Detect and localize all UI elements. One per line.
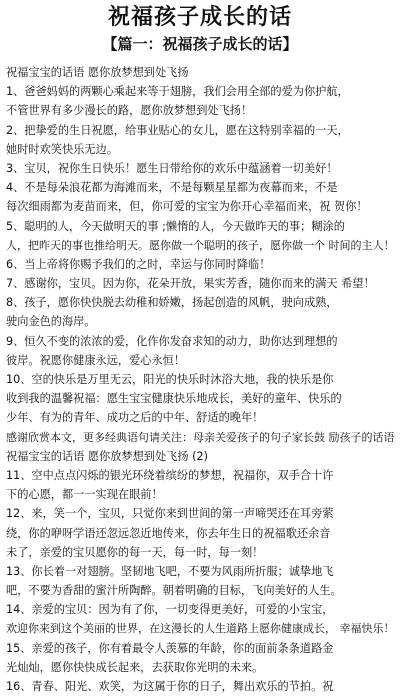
text-line: 1、爸爸妈妈的两颗心乘起来等于翅膀，我们会用全部的爱为你护航， xyxy=(6,85,349,99)
text-line: 5、聪明的人，今天做明天的事 ;懒惰的人，今天做昨天的事；糊涂的 xyxy=(6,219,345,233)
text-line: 收到我的温馨祝福：愿生宝宝健康快乐地成长，美好的童年、快乐的 xyxy=(6,392,342,406)
text-line: 2、把挚爱的生日祝愿，给事业贴心的女儿，愿在这特别幸福的一天， xyxy=(6,123,349,137)
text-line: 驶向金色的海岸。 xyxy=(6,315,96,329)
text-line: 祝福宝宝的话语 愿你放梦想到处飞扬 xyxy=(6,66,189,79)
text-line: 祝福宝宝的话语 愿你放梦想到处飞扬 (2) xyxy=(6,449,208,463)
text-line: 7、感谢你，宝贝。因为你，花朵开放，果实芳香，随你而来的满天 希望！ xyxy=(6,277,375,291)
text-line: 彼岸。祝愿你健康永远，爱心永恒！ xyxy=(6,353,186,367)
text-line: 12、来，笑一个，宝贝，只觉你来到世间的第一声啼哭还在耳旁萦 xyxy=(6,507,334,521)
text-line: 14、亲爱的宝贝：因为有了你，一切变得更美好，可爱的小宝宝， xyxy=(6,603,334,617)
text-line: 光灿灿，愿你快快成长起来，去获取你光明的未来。 xyxy=(6,660,264,674)
text-line: 13、你长着一对翅膀。坚韧地飞吧，不要为风雨所折服；诚挚地飞 xyxy=(6,564,334,578)
text-line: 9、恒久不变的浓浓的爱，化作你发奋求知的动力，助你达到理想的 xyxy=(6,334,338,348)
text-line: 她时时欢笑快乐无边。 xyxy=(6,142,118,156)
text-line: 16、青春、阳光、欢笑，为这属于你的日子，舞出欢乐的节拍。祝 xyxy=(6,680,334,693)
section-heading: 【篇一：祝福孩子成长的话】 xyxy=(102,35,298,53)
text-line: 少年、有为的青年、成功之后的中年、舒适的晚年！ xyxy=(6,411,264,425)
text-line: 吧，不要为香甜的蜜汁所陶醉。朝着明确的目标，飞向美好的人生。 xyxy=(6,584,342,598)
text-line: 4、不是每朵浪花都为海滩而来，不是每颗星星都为夜幕而来，不是 xyxy=(6,181,338,195)
text-line: 11、空中点点闪烁的银光环绕着缤纷的梦想，祝福你，双手合十许 xyxy=(6,468,334,482)
text-line: 不管世界有多少漫长的路，愿你放梦想到处飞扬！ xyxy=(6,104,253,118)
text-line: 10、空的快乐是万里无云，阳光的快乐时沐浴大地，我的快乐是你 xyxy=(6,373,334,386)
text-line: 未了，亲爱的宝贝愿你的每一天，每一时，每一刻！ xyxy=(6,545,264,559)
text-line: 6、当上帝将你赐予我们的之时，幸运与你同时降临！ xyxy=(6,257,271,271)
text-line: 欢迎你来到这个美丽的世界，在这漫长的人生道路上愿你健康成长， 幸福快乐！ xyxy=(6,622,395,636)
text-line: 下的心愿，都一一实现在眼前！ xyxy=(6,488,163,502)
text-line: 绕，你的咿呀学语还忽远忽近地传来，你去年生日的祝福歌还余音 xyxy=(6,526,331,540)
body-text xyxy=(6,63,398,696)
text-line: 每次细雨都为麦苗而来，但，你可爱的宝宝为你开心幸福而来，祝 贺你！ xyxy=(6,200,368,214)
text-line: 3、宝贝，祝你生日快乐！愿生日带给你的欢乐中蕴涵着一切美好！ xyxy=(6,161,338,175)
text-line: 8、孩子，愿你快快脱去幼稚和娇嫩，扬起创造的风帆，驶向成熟， xyxy=(6,296,338,310)
text-line: 人，把昨天的事也推给明天。愿你做一个聪明的孩子，愿你做一个 时间的主人！ xyxy=(6,238,395,252)
page-title: 祝福孩子成长的话 xyxy=(107,5,292,30)
text-line: 感谢欣赏本文，更多经典语句请关注：母亲关爱孩子的句子家长鼓 励孩子的话语 xyxy=(6,430,395,444)
text-line: 15、亲爱的孩子，你有着最令人羡慕的年龄，你的面前条条道路金 xyxy=(6,641,334,655)
